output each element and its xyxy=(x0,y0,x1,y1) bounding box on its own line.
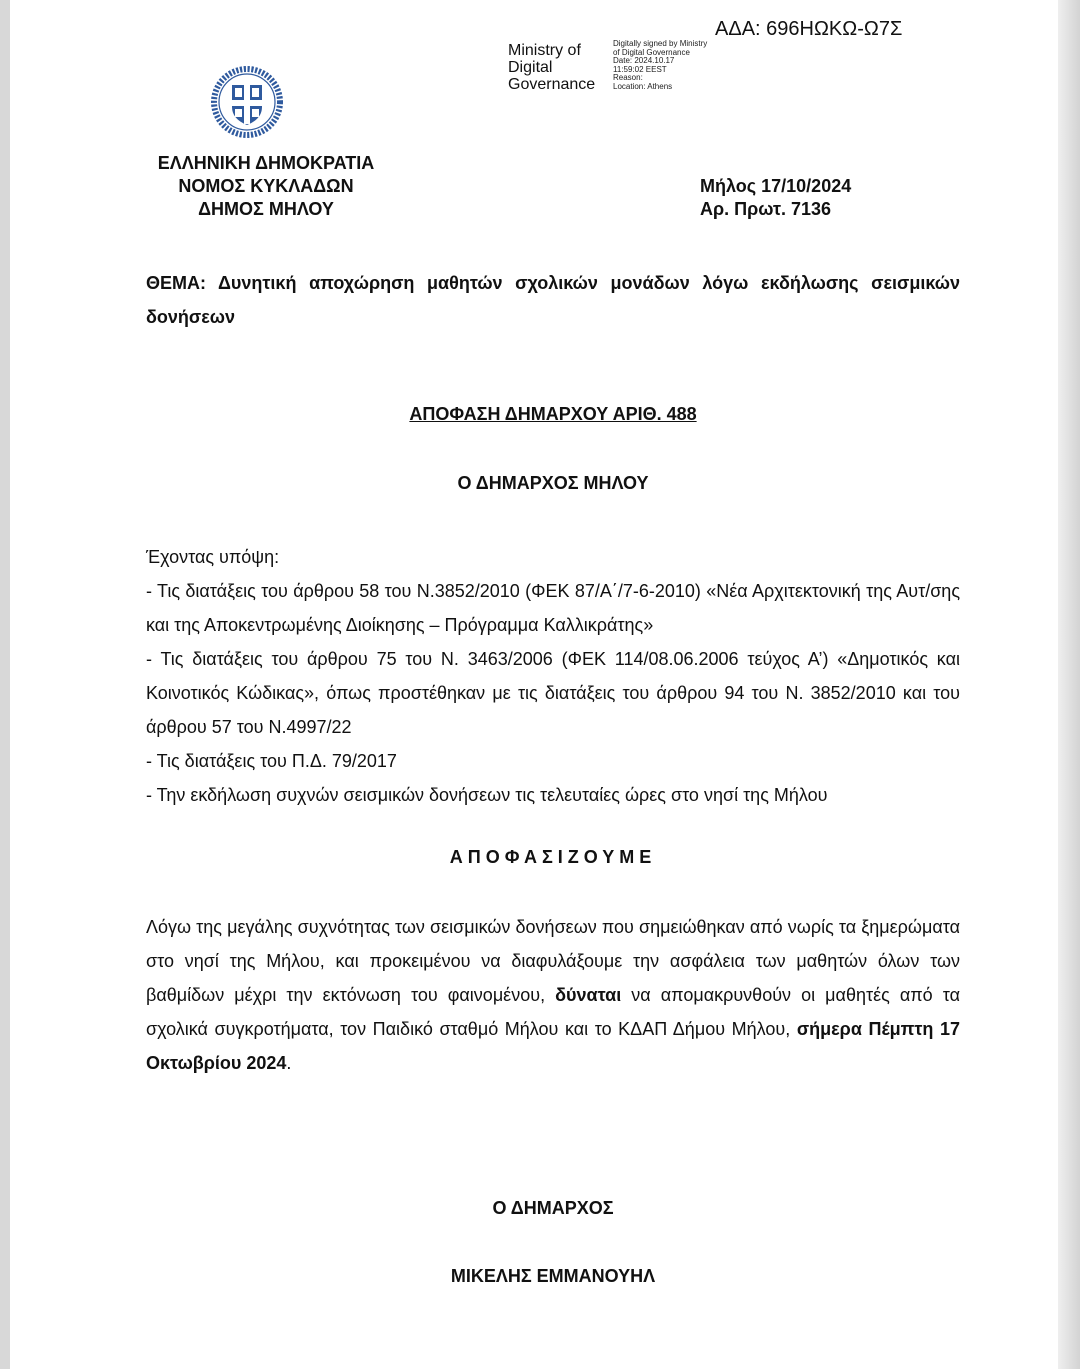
scan-edge-left xyxy=(0,0,10,1369)
scan-edge-right xyxy=(1058,0,1080,1369)
decision-text xyxy=(146,910,960,1080)
signature-meta-line: Digitally signed by Ministry xyxy=(613,39,708,48)
consideration-item: - Τις διατάξεις του άρθρου 75 του Ν. 3463/2006 (ΦΕΚ 114/08.06.2006 τεύχος Α’) «Δημοτικός και Κοινοτικός Κώδικας», όπως προστέθηκαν με τις διατάξεις του άρθρου 94 του Ν. 3852/2010 και του άρθρου 57 του Ν.4997/22 xyxy=(146,649,960,737)
decision-text-part: να απομακρυνθούν οι μαθητές από τα σχολικά συγκροτήματα, τον Παιδικό σταθμό Μήλου και το ΚΔΑΠ Δήμου Μήλου, xyxy=(146,985,960,1039)
decide-heading: ΑΠΟΦΑΣΙΖΟΥΜΕ xyxy=(449,847,657,867)
digital-signature-details xyxy=(613,40,733,91)
greek-coat-of-arms-icon xyxy=(210,65,284,139)
signoff-name: ΜΙΚΕΛΗΣ ΕΜΜΑΝΟΥΗΛ xyxy=(450,1266,656,1286)
issuer-line: ΕΛΛΗΝΙΚΗ ΔΗΜΟΚΡΑΤΙΑ xyxy=(157,153,375,173)
mayor-heading: Ο ΔΗΜΑΡΧΟΣ ΜΗΛΟΥ xyxy=(457,473,649,493)
consideration-item: - Τις διατάξεις του Π.Δ. 79/2017 xyxy=(146,751,397,771)
document-subject: ΘΕΜΑ: Δυνητική αποχώρηση μαθητών σχολικών μονάδων λόγω εκδήλωσης σεισμικών δονήσεων xyxy=(146,273,960,327)
decision-date-emphasis: σήμερα Πέμπτη 17 Οκτωβρίου 2024 xyxy=(146,1019,961,1073)
consideration-item: - Την εκδήλωση συχνών σεισμικών δονήσεων τις τελευταίες ώρες στο νησί της Μήλου xyxy=(146,785,828,805)
signature-meta-line: 11:59:02 EEST xyxy=(613,64,667,74)
signature-organization xyxy=(508,42,608,93)
issuer-line: ΝΟΜΟΣ ΚΥΚΛΑΔΩΝ xyxy=(178,176,354,196)
signoff-title: Ο ΔΗΜΑΡΧΟΣ xyxy=(492,1198,614,1218)
considerations-intro: Έχοντας υπόψη: xyxy=(146,547,280,567)
protocol-number: Αρ. Πρωτ. 7136 xyxy=(700,199,832,219)
signature-meta-line: of Digital Governance xyxy=(613,47,690,57)
decision-text-emphasis: δύναται xyxy=(555,985,622,1005)
decision-text-part: Λόγω της μεγάλης συχνότητας των σεισμικών δονήσεων που σημειώθηκαν από νωρίς τα ξημερώματα στο νησί της Μήλου, και προκειμένου να διαφυλάξουμε την ασφάλεια των μαθητών όλων των βαθμίδων μέχρι την εκτόνωση του φαινομένου, xyxy=(146,917,960,1005)
signature-meta-line: Reason: xyxy=(613,73,643,82)
signature-org-line: Governance xyxy=(508,76,596,93)
signature-meta-line: Date: 2024.10.17 xyxy=(613,56,675,65)
date-protocol-block xyxy=(700,175,851,221)
signature-meta-line: Location: Athens xyxy=(613,81,673,91)
considerations xyxy=(146,540,960,812)
signature-org-line: Ministry of xyxy=(508,42,581,59)
issuer-header xyxy=(146,152,386,221)
ada-code: ΑΔΑ: 696ΗΩΚΩ-Ω7Σ xyxy=(715,18,903,40)
signature-org-line: Digital xyxy=(508,59,553,76)
decision-text-end: . xyxy=(286,1053,292,1073)
place-date: Μήλος 17/10/2024 xyxy=(700,176,852,196)
issuer-line: ΔΗΜΟΣ ΜΗΛΟΥ xyxy=(198,199,334,219)
decision-title: ΑΠΟΦΑΣΗ ΔΗΜΑΡΧΟΥ ΑΡΙΘ. 488 xyxy=(409,404,697,424)
consideration-item: - Τις διατάξεις του άρθρου 58 του Ν.3852/2010 (ΦΕΚ 87/Α΄/7-6-2010) «Νέα Αρχιτεκτονική της Αυτ/σης και της Αποκεντρωμένης Διοίκησης – Πρόγραμμα Καλλικράτης» xyxy=(146,581,960,635)
